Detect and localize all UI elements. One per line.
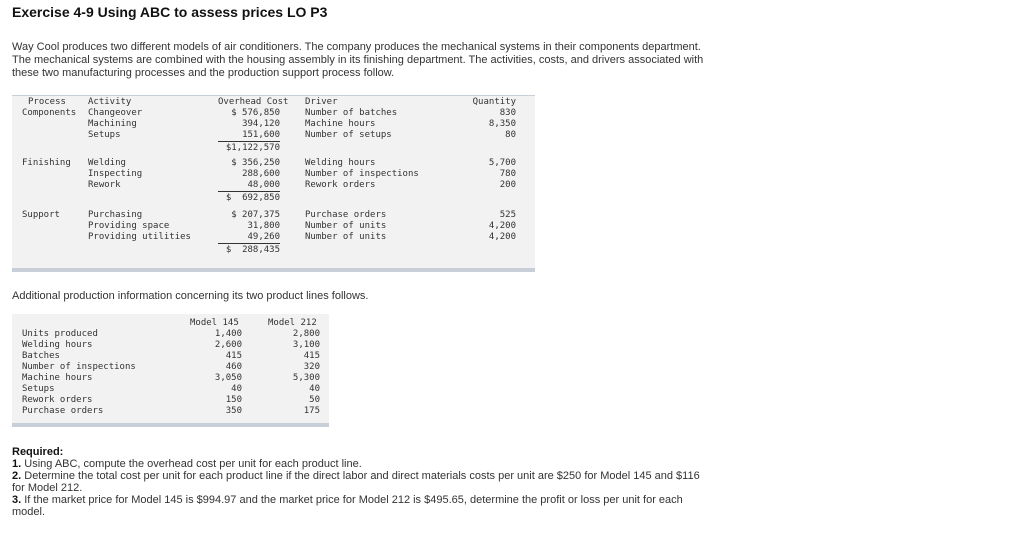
model-145-cell: 350 xyxy=(225,406,242,416)
activity-cell: Providing utilities xyxy=(88,232,191,242)
overhead-cost-cell: 48,000 xyxy=(218,180,280,192)
driver-cell: Welding hours xyxy=(305,158,376,168)
driver-cell: Purchase orders xyxy=(305,210,387,220)
activity-cell: Setups xyxy=(88,130,121,140)
process-total-cell: $1,122,570 xyxy=(225,143,280,153)
driver-cell: Rework orders xyxy=(305,180,376,190)
model-145-cell: 460 xyxy=(225,362,242,372)
process-total-cell: $ 692,850 xyxy=(225,193,280,203)
quantity-cell: 200 xyxy=(499,180,516,190)
product-line-table xyxy=(12,314,329,427)
model-212-cell: 40 xyxy=(309,384,320,394)
driver-cell: Number of batches xyxy=(305,108,398,118)
process-label: Components xyxy=(22,108,77,118)
required-item-2: 2. Determine the total cost per unit for each product line if the direct labor and direct materials costs per unit are $250 for Model 145 and $116 for Model 212. xyxy=(12,470,700,494)
quantity-cell: 5,700 xyxy=(488,158,516,168)
process-label: Finishing xyxy=(22,158,71,168)
additional-info-text: Additional production information concerning its two product lines follows. xyxy=(12,290,369,302)
overhead-cost-cell: 49,260 xyxy=(218,232,280,244)
driver-cell: Number of inspections xyxy=(305,169,419,179)
process-label: Support xyxy=(22,210,60,220)
header-model-212: Model 212 xyxy=(268,318,317,328)
overhead-cost-cell: 394,120 xyxy=(242,119,280,129)
model-212-cell: 320 xyxy=(303,362,320,372)
activity-cell: Providing space xyxy=(88,221,170,231)
model-145-cell: 415 xyxy=(225,351,242,361)
overhead-cost-cell: $ 356,250 xyxy=(231,158,280,168)
activity-cell: Changeover xyxy=(88,108,143,118)
exercise-title: Exercise 4-9 Using ABC to assess prices LO P3 xyxy=(12,4,328,20)
activity-cost-table xyxy=(12,95,535,272)
model-145-cell: 2,600 xyxy=(214,340,242,350)
driver-cell: Number of units xyxy=(305,232,387,242)
process-total-cell: $ 288,435 xyxy=(225,245,280,255)
model-145-cell: 1,400 xyxy=(214,329,242,339)
model-212-cell: 3,100 xyxy=(292,340,320,350)
header-driver: Driver xyxy=(305,97,338,107)
model-145-cell: 150 xyxy=(225,395,242,405)
required-section xyxy=(12,446,712,518)
overhead-cost-cell: 31,800 xyxy=(247,221,280,231)
driver-cell: Machine hours xyxy=(305,119,376,129)
row-label-cell: Units produced xyxy=(22,329,98,339)
header-activity: Activity xyxy=(88,97,132,107)
row-label-cell: Rework orders xyxy=(22,395,93,405)
quantity-cell: 780 xyxy=(499,169,516,179)
activity-cell: Welding xyxy=(88,158,126,168)
header-quantity: Quantity xyxy=(472,97,516,107)
quantity-cell: 525 xyxy=(499,210,516,220)
model-145-cell: 40 xyxy=(231,384,242,394)
activity-cell: Purchasing xyxy=(88,210,143,220)
header-overhead-cost: Overhead Cost xyxy=(218,97,289,107)
activity-cell: Inspecting xyxy=(88,169,143,179)
required-heading: Required: xyxy=(12,446,64,458)
model-212-cell: 415 xyxy=(303,351,320,361)
row-label-cell: Welding hours xyxy=(22,340,93,350)
header-process: Process xyxy=(28,97,66,107)
quantity-cell: 4,200 xyxy=(488,221,516,231)
model-212-cell: 175 xyxy=(303,406,320,416)
row-label-cell: Machine hours xyxy=(22,373,93,383)
activity-cell: Rework xyxy=(88,180,121,190)
row-label-cell: Purchase orders xyxy=(22,406,104,416)
intro-paragraph: Way Cool produces two different models of air conditioners. The company produces the mechanical systems in their components department. The mechanical systems are combined with the housing assembly in its finishing department. The activities, costs, and drivers associated with these two manufacturing processes and the production support process follow. xyxy=(12,41,704,79)
header-model-145: Model 145 xyxy=(190,318,239,328)
quantity-cell: 80 xyxy=(505,130,516,140)
required-item-1: 1. Using ABC, compute the overhead cost per unit for each product line. xyxy=(12,458,362,470)
model-212-cell: 2,800 xyxy=(292,329,320,339)
required-item-3: 3. If the market price for Model 145 is $994.97 and the market price for Model 212 is $495.65, determine the profit or loss per unit for each model. xyxy=(12,494,683,518)
quantity-cell: 830 xyxy=(499,108,516,118)
model-212-cell: 5,300 xyxy=(292,373,320,383)
driver-cell: Number of units xyxy=(305,221,387,231)
model-212-cell: 50 xyxy=(309,395,320,405)
row-label-cell: Batches xyxy=(22,351,60,361)
model-145-cell: 3,050 xyxy=(214,373,242,383)
overhead-cost-cell: 151,600 xyxy=(218,130,280,142)
driver-cell: Number of setups xyxy=(305,130,392,140)
overhead-cost-cell: 288,600 xyxy=(242,169,280,179)
row-label-cell: Setups xyxy=(22,384,55,394)
overhead-cost-cell: $ 576,850 xyxy=(231,108,280,118)
quantity-cell: 8,350 xyxy=(488,119,516,129)
overhead-cost-cell: $ 207,375 xyxy=(231,210,280,220)
quantity-cell: 4,200 xyxy=(488,232,516,242)
activity-cell: Machining xyxy=(88,119,137,129)
row-label-cell: Number of inspections xyxy=(22,362,136,372)
